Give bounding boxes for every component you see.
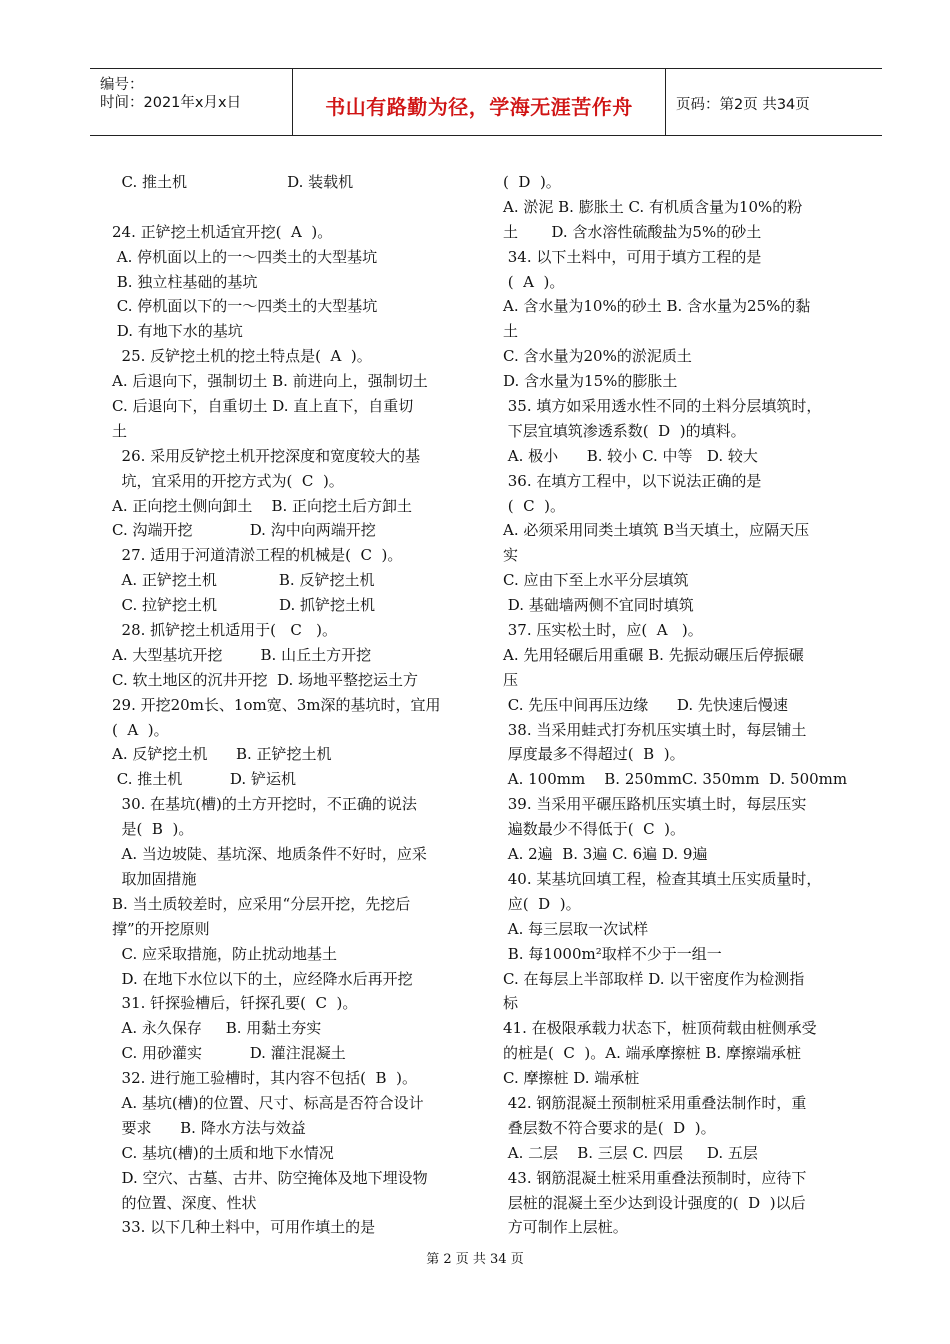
text-line: 厚度最多不得超过( B )。 <box>503 745 685 764</box>
text-line: 28. 抓铲挖土机适用于( C )。 <box>112 621 337 640</box>
text-line: 26. 采用反铲挖土机开挖深度和宽度较大的基 <box>112 446 421 465</box>
text-line: ( C )。 <box>503 496 566 515</box>
text-line: 下层宜填筑渗透系数( D )的填料。 <box>503 421 746 440</box>
text-line: 土 D. 含水溶性硫酸盐为5%的砂土 <box>503 222 762 241</box>
text-line <box>112 195 482 220</box>
text-line: 土 <box>503 322 519 341</box>
text-line: 标 <box>503 994 519 1013</box>
text-line: A. 100mm B. 250mmC. 350mm D. 500mm <box>503 770 848 789</box>
text-line: 土 <box>112 421 128 440</box>
text-line: C. 用砂灌实 D. 灌注混凝土 <box>112 1044 346 1063</box>
text-line: 37. 压实松土时，应( A )。 <box>503 621 703 640</box>
text-line: A. 含水量为10%的砂土 B. 含水量为25%的黏 <box>503 297 811 316</box>
text-line: A. 反铲挖土机 B. 正铲挖土机 <box>112 745 332 764</box>
text-line: 29. 开挖20m长、1om宽、3m深的基坑时，宜用 <box>112 695 441 714</box>
text-line: A. 必须采用同类土填筑 B当天填土，应隔天压 <box>503 521 810 540</box>
text-line: 24. 正铲挖土机适宜开挖( A )。 <box>112 222 333 241</box>
text-line: C. 在每层上半部取样 D. 以干密度作为检测指 <box>503 969 805 988</box>
text-line: A. 后退向下，强制切土 B. 前进向上，强制切土 <box>112 372 428 391</box>
text-line: A. 二层 B. 三层 C. 四层 D. 五层 <box>503 1143 758 1162</box>
header-page-cell <box>666 69 882 135</box>
text-line: 方可制作上层桩。 <box>503 1218 628 1237</box>
text-line: 31. 钎探验槽后，钎探孔要( C )。 <box>112 994 358 1013</box>
text-line: C. 推土机 D. 装载机 <box>112 173 354 191</box>
text-line: D. 在地下水位以下的土，应经降水后再开挖 <box>112 969 413 988</box>
text-line: 30. 在基坑(槽)的土方开挖时，不正确的说法 <box>112 795 417 814</box>
text-line: ( A )。 <box>112 720 169 739</box>
text-line: 32. 进行施工验槽时，其内容不包括( B )。 <box>112 1069 417 1088</box>
header-motto: 书山有路勤为径，学海无涯苦作舟 <box>325 95 633 119</box>
text-line: A. 2遍 B. 3遍 C. 6遍 D. 9遍 <box>503 845 708 864</box>
text-line: C. 应由下至上水平分层填筑 <box>503 571 689 590</box>
header-page-info: 页码：第2页 共34页 <box>676 97 810 113</box>
text-line: 压 <box>503 670 519 689</box>
text-line: A. 基坑(槽)的位置、尺寸、标高是否符合设计 <box>112 1093 424 1112</box>
text-line: 38. 当采用蛙式打夯机压实填土时，每层铺土 <box>503 720 807 739</box>
text-line: 应( D )。 <box>503 894 581 913</box>
text-line: 撑”的开挖原则 <box>112 919 210 938</box>
text-line: 取加固措施 <box>112 869 197 888</box>
text-line: A. 当边坡陡、基坑深、地质条件不好时，应采 <box>112 845 427 864</box>
text-line: C. 先压中间再压边缘 D. 先快速后慢速 <box>503 695 788 714</box>
text-line: 33. 以下几种土料中，可用作填土的是 <box>112 1218 376 1237</box>
text-line: 40. 某基坑回填工程，检查其填土压实质量时， <box>503 869 822 888</box>
text-line: A. 先用轻碾后用重碾 B. 先振动碾压后停振碾 <box>503 645 804 664</box>
text-line: B. 当土质较差时，应采用“分层开挖，先挖后 <box>112 894 411 913</box>
text-line: D. 含水量为15%的膨胀土 <box>503 372 678 391</box>
text-line: ( A )。 <box>503 272 565 291</box>
text-line: A. 极小 B. 较小 C. 中等 D. 较大 <box>503 446 758 465</box>
text-line: 39. 当采用平碾压路机压实填土时，每层压实 <box>503 795 807 814</box>
text-line: C. 摩擦桩 D. 端承桩 <box>503 1069 640 1088</box>
header-motto-cell <box>293 69 666 135</box>
text-line: 的桩是( C )。A. 端承摩擦桩 B. 摩擦端承桩 <box>503 1044 801 1063</box>
text-line: 遍数最少不得低于( C )。 <box>503 820 686 839</box>
page-header <box>90 68 882 136</box>
text-line: 实 <box>503 546 519 565</box>
text-line: C. 基坑(槽)的土质和地下水情况 <box>112 1143 334 1162</box>
text-line: 35. 填方如采用透水性不同的土料分层填筑时， <box>503 397 822 416</box>
text-line: 要求 B. 降水方法与效益 <box>112 1118 306 1137</box>
text-line: 叠层数不符合要求的是( D )。 <box>503 1118 716 1137</box>
text-line: 41. 在极限承载力状态下，桩顶荷载由桩侧承受 <box>503 1019 817 1038</box>
text-line: C. 沟端开挖 D. 沟中向两端开挖 <box>112 521 376 540</box>
right-column <box>503 170 863 1240</box>
text-line: B. 独立柱基础的基坑 <box>112 272 258 291</box>
text-line: C. 停机面以下的一～四类土的大型基坑 <box>112 297 378 316</box>
text-line: A. 永久保存 B. 用黏土夯实 <box>112 1019 322 1038</box>
text-line: D. 空穴、古墓、古井、防空掩体及地下埋设物 <box>112 1168 428 1187</box>
text-line: A. 每三层取一次试样 <box>503 919 649 938</box>
text-line: 的位置、深度、性状 <box>112 1193 257 1212</box>
text-line: 43. 钢筋混凝土桩采用重叠法预制时，应待下 <box>503 1168 807 1187</box>
text-line: D. 有地下水的基坑 <box>112 322 243 341</box>
text-line: D. 基础墙两侧不宜同时填筑 <box>503 596 694 615</box>
text-line: A. 正铲挖土机 B. 反铲挖土机 <box>112 571 375 590</box>
text-line: 36. 在填方工程中，以下说法正确的是 <box>503 471 762 490</box>
text-line: A. 淤泥 B. 膨胀土 C. 有机质含量为10%的粉 <box>503 197 803 216</box>
text-line: 坑，宜采用的开挖方式为( C )。 <box>112 471 344 490</box>
page-footer: 第 2 页 共 34 页 <box>426 1252 524 1267</box>
document-time: 时间：2021年x月x日 <box>100 95 242 111</box>
text-line: A. 正向挖土侧向卸土 B. 正向挖土后方卸土 <box>112 496 413 515</box>
text-line: B. 每1000m²取样不少于一组一 <box>503 944 722 963</box>
header-meta-cell <box>90 69 293 135</box>
text-line: 25. 反铲挖土机的挖土特点是( A )。 <box>112 347 372 366</box>
text-line: C. 含水量为20%的淤泥质土 <box>503 347 692 366</box>
text-line: A. 停机面以上的一～四类土的大型基坑 <box>112 247 378 266</box>
text-line: A. 大型基坑开挖 B. 山丘土方开挖 <box>112 645 372 664</box>
text-line: C. 应采取措施，防止扰动地基土 <box>112 944 338 963</box>
text-line: C. 软土地区的沉井开挖 D. 场地平整挖运土方 <box>112 670 419 689</box>
text-line: 42. 钢筋混凝土预制桩采用重叠法制作时，重 <box>503 1093 807 1112</box>
text-line: 层桩的混凝土至少达到设计强度的( D )以后 <box>503 1193 806 1212</box>
text-line: C. 拉铲挖土机 D. 抓铲挖土机 <box>112 596 376 615</box>
text-line: 是( B )。 <box>112 820 194 839</box>
text-line: C. 推土机 D. 铲运机 <box>112 770 296 789</box>
text-line: 27. 适用于河道清淤工程的机械是( C )。 <box>112 546 403 565</box>
text-line: 34. 以下土料中，可用于填方工程的是 <box>503 247 762 266</box>
text-line: ( D )。 <box>503 173 561 191</box>
text-line: C. 后退向下，自重切土 D. 直上直下，自重切 <box>112 397 414 416</box>
left-column <box>112 170 482 1240</box>
document-number-label: 编号： <box>100 77 144 93</box>
